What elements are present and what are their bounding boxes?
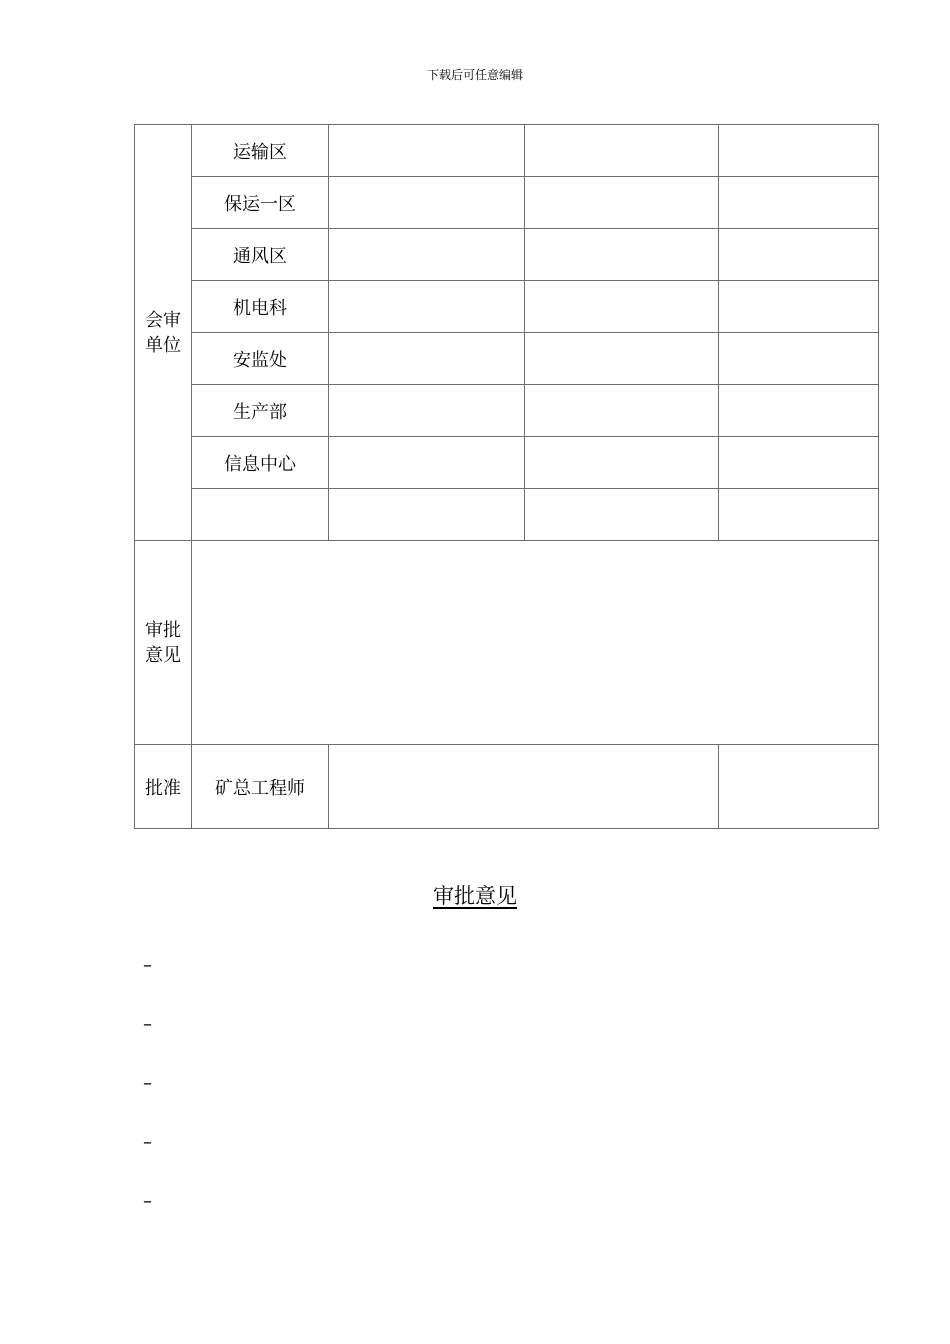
unit-entry-cell[interactable] <box>719 489 879 541</box>
unit-row <box>135 489 879 541</box>
review-units-label: 会审单位 <box>145 309 181 356</box>
unit-row <box>135 333 879 385</box>
section-title-text: 审批意见 <box>433 884 517 908</box>
unit-entry-cell[interactable] <box>719 229 879 281</box>
list-item: – <box>143 1191 152 1212</box>
approval-opinion-row <box>135 541 879 745</box>
unit-entry-cell[interactable] <box>719 385 879 437</box>
unit-row <box>135 125 879 177</box>
unit-entry-cell[interactable] <box>525 281 719 333</box>
review-units-label-cell <box>135 125 192 541</box>
unit-entry-cell[interactable] <box>329 229 525 281</box>
unit-name-cell: 保运一区 <box>192 177 329 229</box>
unit-row <box>135 177 879 229</box>
unit-entry-cell[interactable] <box>525 385 719 437</box>
list-item: – <box>143 1073 152 1094</box>
unit-name-cell: 信息中心 <box>192 437 329 489</box>
approval-date-entry[interactable] <box>719 745 879 829</box>
unit-name-cell[interactable] <box>192 489 329 541</box>
unit-name-cell: 安监处 <box>192 333 329 385</box>
unit-entry-cell[interactable] <box>525 229 719 281</box>
unit-entry-cell[interactable] <box>719 125 879 177</box>
unit-entry-cell[interactable] <box>525 333 719 385</box>
approval-opinion-entry[interactable] <box>192 541 879 745</box>
unit-entry-cell[interactable] <box>329 333 525 385</box>
opinion-dash-list <box>143 952 152 1247</box>
unit-row <box>135 229 879 281</box>
review-approval-table <box>134 124 879 829</box>
unit-name-cell: 生产部 <box>192 385 329 437</box>
unit-entry-cell[interactable] <box>719 281 879 333</box>
unit-row <box>135 385 879 437</box>
unit-name-cell: 机电科 <box>192 281 329 333</box>
unit-row <box>135 437 879 489</box>
unit-entry-cell[interactable] <box>329 281 525 333</box>
unit-entry-cell[interactable] <box>719 333 879 385</box>
unit-entry-cell[interactable] <box>719 437 879 489</box>
approval-opinion-label: 审批意见 <box>145 619 181 666</box>
approve-label: 批准 <box>145 777 181 799</box>
unit-entry-cell[interactable] <box>525 437 719 489</box>
approver-role-cell: 矿总工程师 <box>192 745 329 829</box>
unit-name-cell: 通风区 <box>192 229 329 281</box>
approver-signature-entry[interactable] <box>329 745 719 829</box>
unit-row <box>135 281 879 333</box>
section-title <box>0 880 950 910</box>
page-header-note: 下载后可任意编辑 <box>426 68 523 82</box>
list-item: – <box>143 1132 152 1153</box>
unit-entry-cell[interactable] <box>329 385 525 437</box>
unit-entry-cell[interactable] <box>329 177 525 229</box>
unit-name-cell: 运输区 <box>192 125 329 177</box>
unit-entry-cell[interactable] <box>719 177 879 229</box>
unit-entry-cell[interactable] <box>525 177 719 229</box>
approve-row <box>135 745 879 829</box>
unit-entry-cell[interactable] <box>329 125 525 177</box>
list-item: – <box>143 955 152 976</box>
unit-entry-cell[interactable] <box>329 437 525 489</box>
list-item: – <box>143 1014 152 1035</box>
approve-label-cell <box>135 745 192 829</box>
unit-entry-cell[interactable] <box>329 489 525 541</box>
unit-entry-cell[interactable] <box>525 489 719 541</box>
approval-opinion-label-cell <box>135 541 192 745</box>
unit-entry-cell[interactable] <box>525 125 719 177</box>
